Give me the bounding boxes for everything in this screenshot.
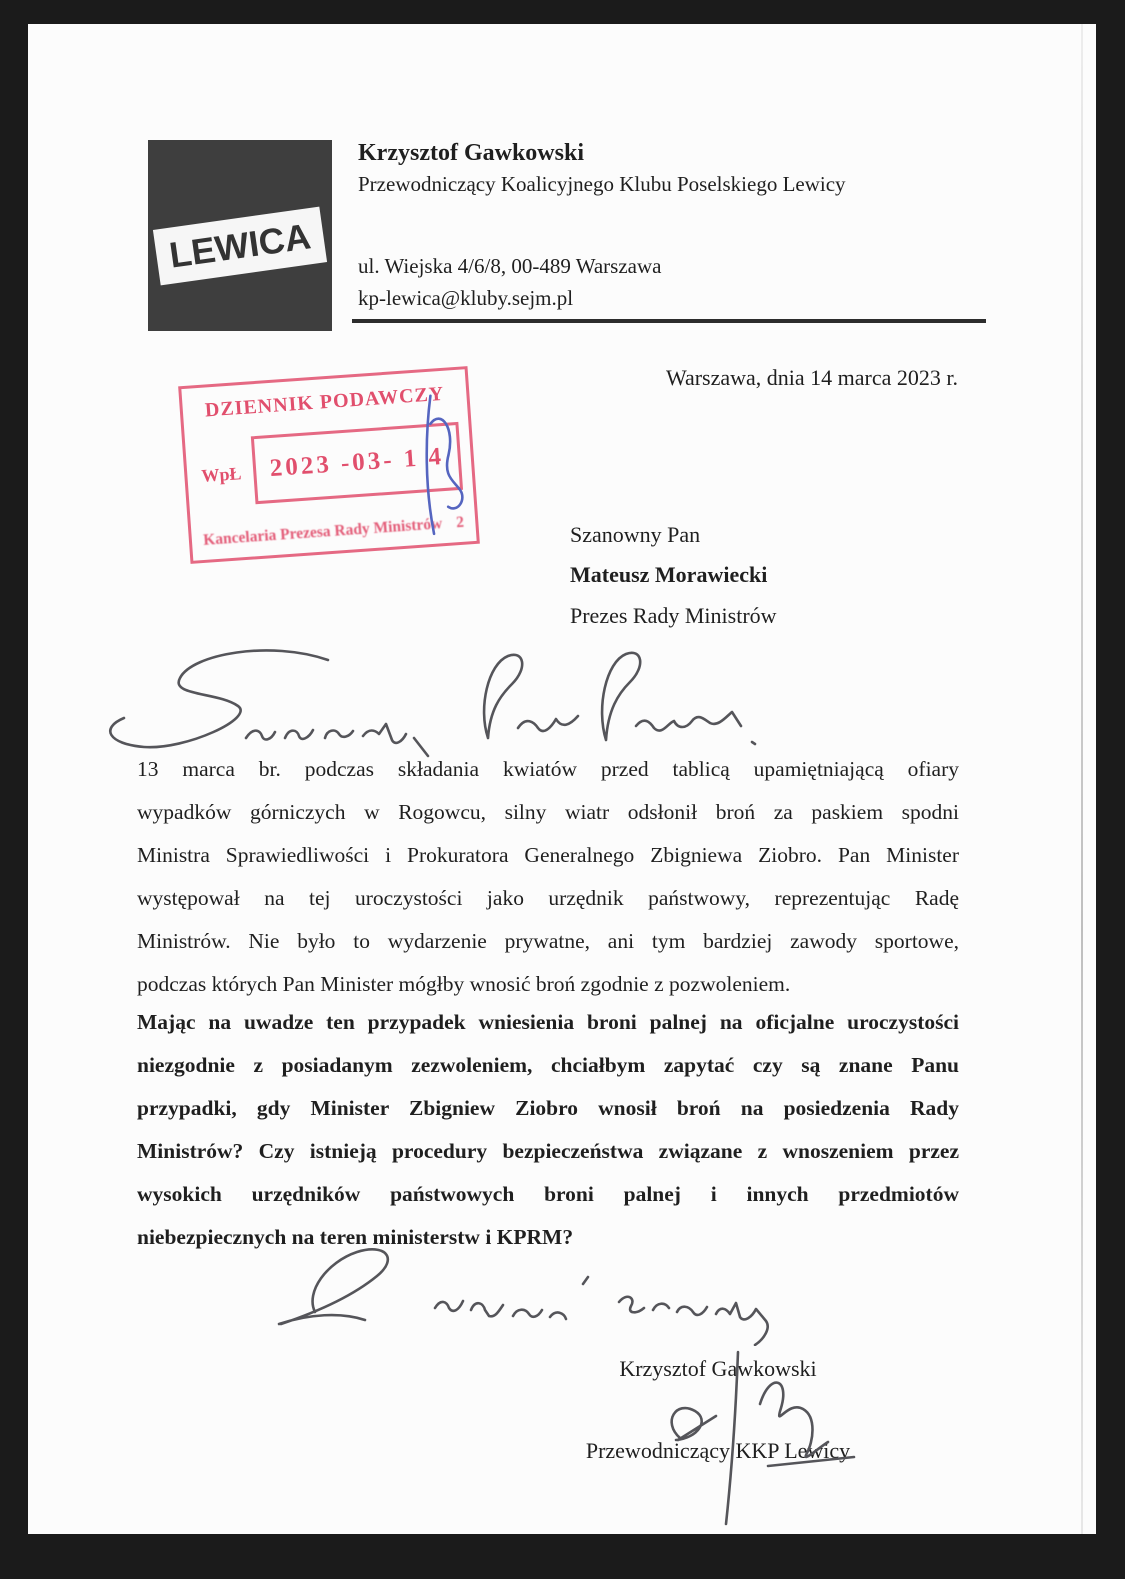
header-rule	[352, 319, 986, 323]
lewica-logo	[148, 140, 332, 331]
text-line: wysokich urzędników państwowych broni palnej i innych przedmiotów	[137, 1182, 959, 1206]
text-line: przypadki, gdy Minister Zbigniew Ziobro wnosił broń na posiedzenia Rady	[137, 1096, 959, 1120]
lewica-logo-band	[153, 207, 327, 286]
letter-page	[28, 24, 1096, 1534]
text-line: Mając na uwadze ten przypadek wniesienia broni palnej na oficjalne uroczystości	[137, 1010, 959, 1034]
text-line: 13 marca br. podczas składania kwiatów przed tablicą upamiętniającą ofiary	[137, 757, 959, 781]
blue-pen-paraph	[378, 387, 478, 543]
lewica-logo-text: LEWICA	[166, 215, 314, 276]
stamp-office: Kancelaria Prezesa Rady Ministrów	[202, 515, 443, 549]
dateline: Warszawa, dnia 14 marca 2023 r.	[665, 365, 958, 390]
signatory-title: Przewodniczący KKP Lewicy	[585, 1438, 851, 1463]
registry-stamp	[178, 366, 480, 564]
sender-name: Krzysztof Gawkowski	[358, 140, 584, 166]
handwritten-closing	[253, 1236, 823, 1346]
text-line: niezgodnie z posiadanym zezwoleniem, chciałbym zapytać czy są znane Panu	[137, 1053, 959, 1077]
handwritten-greeting	[100, 646, 820, 766]
text-line: podczas których Pan Minister mógłby wnosić broń zgodnie z pozwoleniem.	[137, 972, 791, 996]
handwritten-signature	[620, 1346, 860, 1531]
text-line: Ministrów? Czy istnieją procedury bezpieczeństwa związane z wnoszeniem przez	[137, 1139, 959, 1163]
recipient-title: Prezes Rady Ministrów	[570, 603, 777, 628]
stamp-received-label: WpŁ	[200, 463, 243, 486]
signatory-name: Krzysztof Gawkowski	[619, 1356, 817, 1381]
body-paragraph-1	[137, 752, 959, 1010]
stamp-date: 2023 -03- 1 4	[268, 442, 445, 483]
text-line: występował na tej uroczystości jako urzędnik państwowy, reprezentując Radę	[137, 886, 959, 910]
stamp-number: 2	[455, 513, 465, 532]
text-line: Ministra Sprawiedliwości i Prokuratora Generalnego Zbigniewa Ziobro. Pan Minister	[137, 843, 959, 867]
sender-title: Przewodniczący Koalicyjnego Klubu Poselskiego Lewicy	[358, 172, 846, 196]
sender-email: kp-lewica@kluby.sejm.pl	[358, 286, 574, 310]
body-paragraph-2	[137, 1005, 959, 1263]
text-line: Ministrów. Nie było to wydarzenie prywatne, ani tym bardziej zawody sportowe,	[137, 929, 959, 953]
recipient-salutation: Szanowny Pan	[570, 522, 701, 547]
scan-artifact-line	[1081, 24, 1083, 1534]
stamp-title: DZIENNIK PODAWCZY	[204, 382, 445, 422]
text-line: niebezpiecznych na teren ministerstw i KPRM?	[137, 1225, 574, 1249]
recipient-name: Mateusz Morawiecki	[570, 562, 768, 587]
text-line: wypadków górniczych w Rogowcu, silny wiatr odsłonił broń za paskiem spodni	[137, 800, 959, 824]
sender-address: ul. Wiejska 4/6/8, 00-489 Warszawa	[358, 254, 662, 278]
